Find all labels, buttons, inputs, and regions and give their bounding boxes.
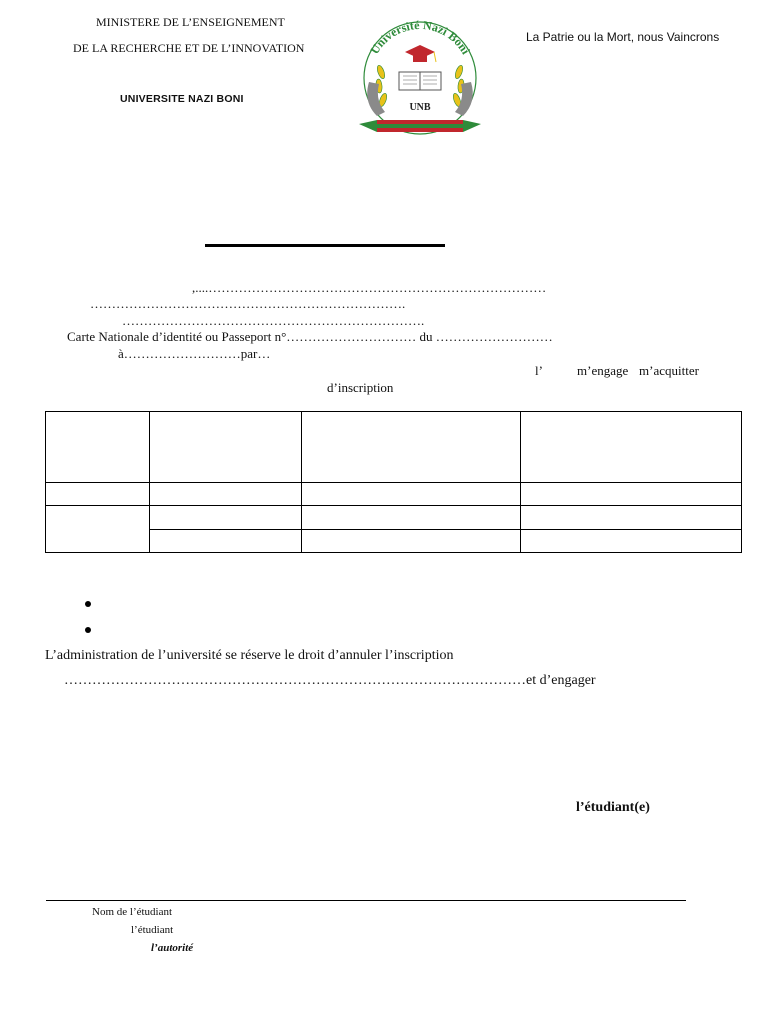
table-row: [46, 530, 742, 553]
university-logo: [355, 12, 485, 138]
table-cell: [150, 483, 302, 506]
form-line-place-by: à………………………par…: [118, 346, 271, 361]
form-line-id-document: Carte Nationale d’identité ou Passeport n°………………………… du ………………………: [67, 329, 553, 344]
form-line-name: ,....……………………………………………………………………: [192, 280, 547, 295]
admin-reserve-text: L’administration de l’université se réserve le droit d’annuler l’inscription: [45, 648, 454, 663]
engage-text: ………………………………………………………………………………………et d’engager: [64, 673, 596, 688]
footer-authority: l’autorité: [151, 942, 194, 954]
form-line-3: …………………………………………………………….: [122, 313, 425, 328]
table-cell: [150, 506, 302, 530]
table-cell: [521, 412, 742, 483]
table-row: [46, 506, 742, 530]
table-cell: [46, 506, 150, 553]
footer-student-name: Nom de l’étudiant: [92, 906, 173, 918]
table-cell: [521, 530, 742, 553]
title-underline: [205, 244, 445, 247]
logo-abbr-text: UNB: [409, 102, 431, 113]
footer-divider: [46, 900, 686, 901]
bullet-point: [85, 601, 91, 607]
national-motto: La Patrie ou la Mort, nous Vaincrons: [526, 30, 720, 44]
table-cell: [46, 412, 150, 483]
logo-arc-text: Université Nazi Boni: [367, 17, 473, 57]
form-line-acquitter: m’acquitter: [639, 363, 699, 378]
table-header-row: [46, 412, 742, 483]
table-cell: [150, 530, 302, 553]
table-cell: [302, 506, 521, 530]
ministry-line-1: MINISTERE DE L’ENSEIGNEMENT: [96, 15, 285, 29]
table-cell: [521, 506, 742, 530]
table-cell: [150, 412, 302, 483]
table-cell: [302, 483, 521, 506]
ministry-line-2: DE LA RECHERCHE ET DE L’INNOVATION: [73, 41, 305, 55]
table-row: [46, 483, 742, 506]
bullet-point: [85, 627, 91, 633]
form-line-engage: m’engage: [577, 363, 629, 378]
fees-table: [45, 411, 742, 553]
table-cell: [46, 483, 150, 506]
table-cell: [521, 483, 742, 506]
footer-student: l’étudiant: [131, 924, 174, 936]
student-signature-label: l’étudiant(e): [576, 800, 650, 815]
table-cell: [302, 412, 521, 483]
university-name: UNIVERSITE NAZI BONI: [120, 93, 244, 105]
form-line-inscription: d’inscription: [327, 380, 394, 395]
form-line-l: l’: [535, 363, 543, 378]
table-cell: [302, 530, 521, 553]
university-seal-icon: [355, 12, 485, 138]
form-line-2: ……………………………………………………………….: [90, 296, 406, 311]
